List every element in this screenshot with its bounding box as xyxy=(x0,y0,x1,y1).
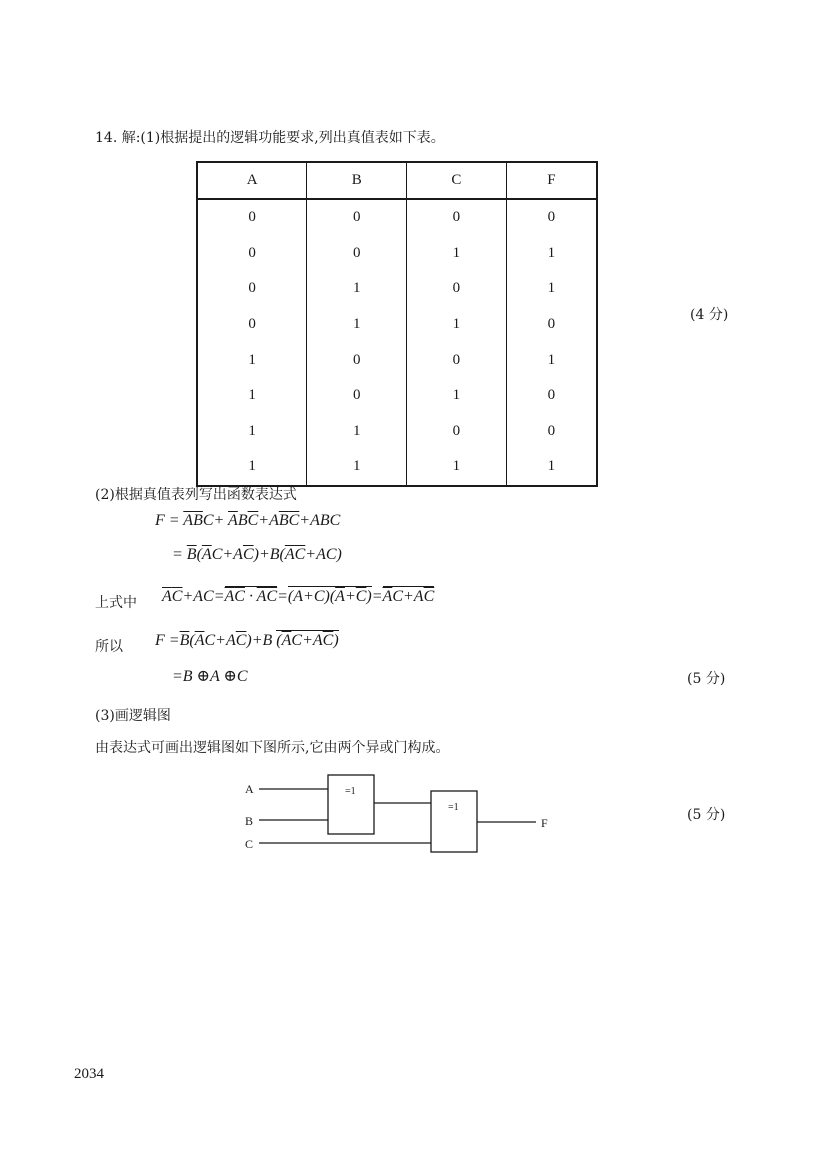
step2-score: (5 分) xyxy=(687,671,726,687)
table-row xyxy=(197,271,597,307)
in-formula-label: 上式中 xyxy=(95,595,137,611)
table-row xyxy=(197,199,597,236)
step3-description: 由表达式可画出逻辑图如下图所示,它由两个异或门构成。 xyxy=(95,740,450,756)
table-header: C xyxy=(407,162,507,199)
table-header: F xyxy=(506,162,597,199)
table-cell: 0 xyxy=(248,244,256,261)
xor-result: =B ⊕A ⊕C xyxy=(172,668,248,685)
table-cell: 1 xyxy=(248,351,256,368)
table-row xyxy=(197,342,597,378)
table-cell: 1 xyxy=(248,458,256,475)
table-row xyxy=(197,236,597,272)
page-number: 2034 xyxy=(74,1066,104,1082)
table-cell: 1 xyxy=(307,271,407,307)
truth-table-score: (4 分) xyxy=(690,307,729,323)
step3-score: (5 分) xyxy=(687,807,726,823)
table-cell: 1 xyxy=(407,236,507,272)
table-cell: 0 xyxy=(248,209,256,226)
table-row xyxy=(197,307,597,343)
table-cell: 1 xyxy=(307,414,407,450)
table-cell: 0 xyxy=(248,316,256,333)
table-cell: 0 xyxy=(407,414,507,450)
table-cell: 0 xyxy=(307,236,407,272)
table-cell: 1 xyxy=(307,307,407,343)
gate1-label: =1 xyxy=(345,786,356,797)
input-label-c: C xyxy=(245,837,254,851)
table-cell: 1 xyxy=(407,449,507,486)
table-cell: 0 xyxy=(506,199,597,236)
table-cell: 1 xyxy=(248,387,256,404)
function-expression-line2: = $\overline{B}(\overline{A}C+A\overline{C})+B(\overline{A}\overline{C}+AC)$ xyxy=(172,546,342,563)
table-cell: 1 xyxy=(506,449,597,486)
table-cell: 1 xyxy=(407,307,507,343)
table-cell: 0 xyxy=(506,307,597,343)
table-cell: 1 xyxy=(407,378,507,414)
output-label-f: F xyxy=(541,816,548,830)
input-label-b: B xyxy=(245,814,254,828)
table-cell: 0 xyxy=(307,378,407,414)
truth-table-header-row xyxy=(197,162,597,199)
table-cell: 0 xyxy=(307,342,407,378)
table-cell: 1 xyxy=(307,449,407,486)
problem-heading: 14. 解:(1)根据提出的逻辑功能要求,列出真值表如下表。 xyxy=(95,130,445,146)
table-cell: 0 xyxy=(506,378,597,414)
xor-gate-1 xyxy=(328,775,374,834)
table-cell: 0 xyxy=(407,342,507,378)
table-cell: 0 xyxy=(307,199,407,236)
truth-table xyxy=(196,161,598,487)
derivation-line: $\overline{A}\overline{C}+AC=\overline{A}\overline{C} \cdot \overline{AC}=(A+C)(\overline{A}+\overline{C})=\overline{A}C+A\overline{C}$ xyxy=(162,588,435,605)
table-cell: 0 xyxy=(506,414,597,450)
therefore-label: 所以 xyxy=(95,639,123,655)
logic-diagram xyxy=(235,770,565,860)
table-cell: 0 xyxy=(248,280,256,297)
table-cell: 1 xyxy=(506,342,597,378)
table-header: A xyxy=(197,162,307,199)
table-cell: 0 xyxy=(407,199,507,236)
gate2-label: =1 xyxy=(448,802,459,813)
table-cell: 1 xyxy=(506,271,597,307)
table-cell: 0 xyxy=(407,271,507,307)
table-cell: 1 xyxy=(248,422,256,439)
table-header: B xyxy=(307,162,407,199)
xor-gate-2 xyxy=(431,791,477,852)
input-label-a: A xyxy=(245,782,254,796)
step3-heading: (3)画逻辑图 xyxy=(95,708,171,724)
table-row xyxy=(197,449,597,486)
table-row xyxy=(197,378,597,414)
therefore-expression: $F =\overline{B}(\overline{A}C+A\overline{C})+B$ $(\overline{A}C+A\overline{C})$ xyxy=(155,632,339,649)
function-expression-line1: $F = \overline{A}\overline{B}C+ \overline{A}B\overline{C}+A\overline{B}\overline{C}+ABC$ xyxy=(155,512,341,529)
step2-heading: (2)根据真值表列写出函数表达式 xyxy=(95,487,297,503)
table-cell: 1 xyxy=(506,236,597,272)
table-row xyxy=(197,414,597,450)
